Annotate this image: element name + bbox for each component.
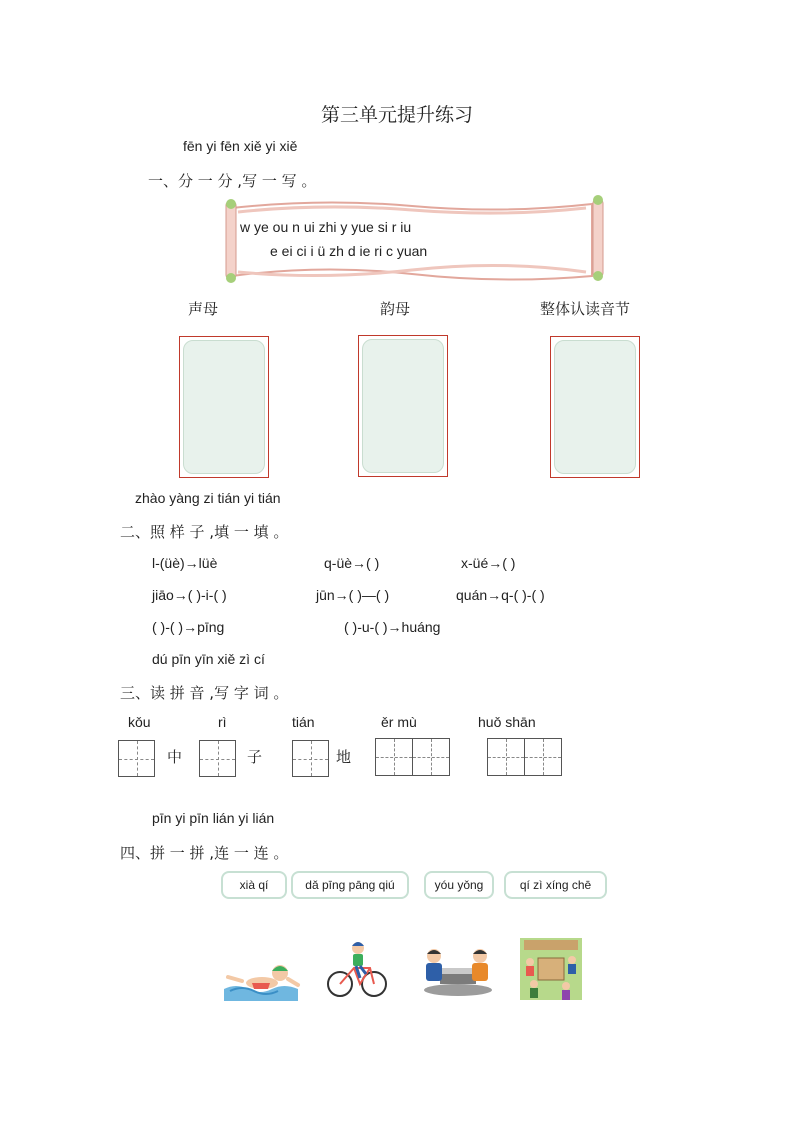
tianzige-box[interactable] xyxy=(199,740,236,777)
tianzige-box[interactable] xyxy=(524,738,562,776)
tianzige-box[interactable] xyxy=(292,740,329,777)
fill-item[interactable]: jiāo→( )-i-( ) xyxy=(152,587,227,603)
given-char: 子 xyxy=(247,748,263,766)
section4-pinyin: pīn yi pīn lián yi lián xyxy=(152,810,275,826)
section2-heading: 二、照 样 子 ,填 一 填 。 xyxy=(120,523,289,541)
given-char: 地 xyxy=(336,748,352,766)
swimming-picture[interactable] xyxy=(222,955,302,1001)
word-pinyin: kǒu xyxy=(128,714,151,730)
page-title: 第三单元提升练习 xyxy=(320,104,473,126)
answer-box-shengmu[interactable] xyxy=(179,336,269,478)
scroll-row-2: e ei ci i ü zh d ie ri c yuan xyxy=(270,243,428,259)
section2-pinyin: zhào yàng zi tián yi tián xyxy=(135,490,281,506)
playground-picture[interactable] xyxy=(520,938,582,1000)
fill-item[interactable]: q-üè→( ) xyxy=(324,555,380,571)
section3-pinyin: dú pīn yīn xiě zì cí xyxy=(152,651,265,667)
category-label-zhengti: 整体认读音节 xyxy=(540,300,631,318)
given-char: 中 xyxy=(167,748,183,766)
answer-box-yunmu[interactable] xyxy=(358,335,448,477)
word-pinyin: ěr mù xyxy=(381,714,417,730)
tianzige-box[interactable] xyxy=(375,738,413,776)
scroll-row-1: w ye ou n ui zhi y yue si r iu xyxy=(240,219,412,235)
tianzige-box[interactable] xyxy=(412,738,450,776)
pinyin-card[interactable]: xià qí xyxy=(221,871,287,899)
section4-heading: 四、拼 一 拼 ,连 一 连 。 xyxy=(120,844,289,862)
fill-item[interactable]: jūn→( )—( ) xyxy=(316,587,390,603)
pinyin-card[interactable]: qí zì xíng chē xyxy=(504,871,607,899)
chess-picture[interactable] xyxy=(418,946,498,1000)
tianzige-box[interactable] xyxy=(118,740,155,777)
fill-item[interactable]: x-üé→( ) xyxy=(461,555,516,571)
category-label-shengmu: 声母 xyxy=(188,300,219,318)
word-pinyin: huǒ shān xyxy=(478,714,536,730)
pinyin-card[interactable]: dǎ pīng pāng qiú xyxy=(291,871,409,899)
fill-item[interactable]: ( )-( )→pīng xyxy=(152,619,225,635)
word-pinyin: tián xyxy=(292,714,315,730)
fill-item: l-(üè)→lüè xyxy=(152,555,218,571)
section3-heading: 三、读 拼 音 ,写 字 词 。 xyxy=(120,684,289,702)
word-pinyin: rì xyxy=(218,714,227,730)
cycling-picture[interactable] xyxy=(326,938,388,1000)
fill-item[interactable]: quán→q-( )-( ) xyxy=(456,587,545,603)
answer-box-zhengti[interactable] xyxy=(550,336,640,478)
section1-heading: 一、分 一 分 ,写 一 写 。 xyxy=(148,172,317,190)
fill-item[interactable]: ( )-u-( )→huáng xyxy=(344,619,441,635)
tianzige-box[interactable] xyxy=(487,738,525,776)
category-label-yunmu: 韵母 xyxy=(380,300,411,318)
section1-pinyin: fēn yi fēn xiě yi xiě xyxy=(183,138,298,154)
pinyin-card[interactable]: yóu yǒng xyxy=(424,871,494,899)
scroll-banner xyxy=(222,194,607,286)
